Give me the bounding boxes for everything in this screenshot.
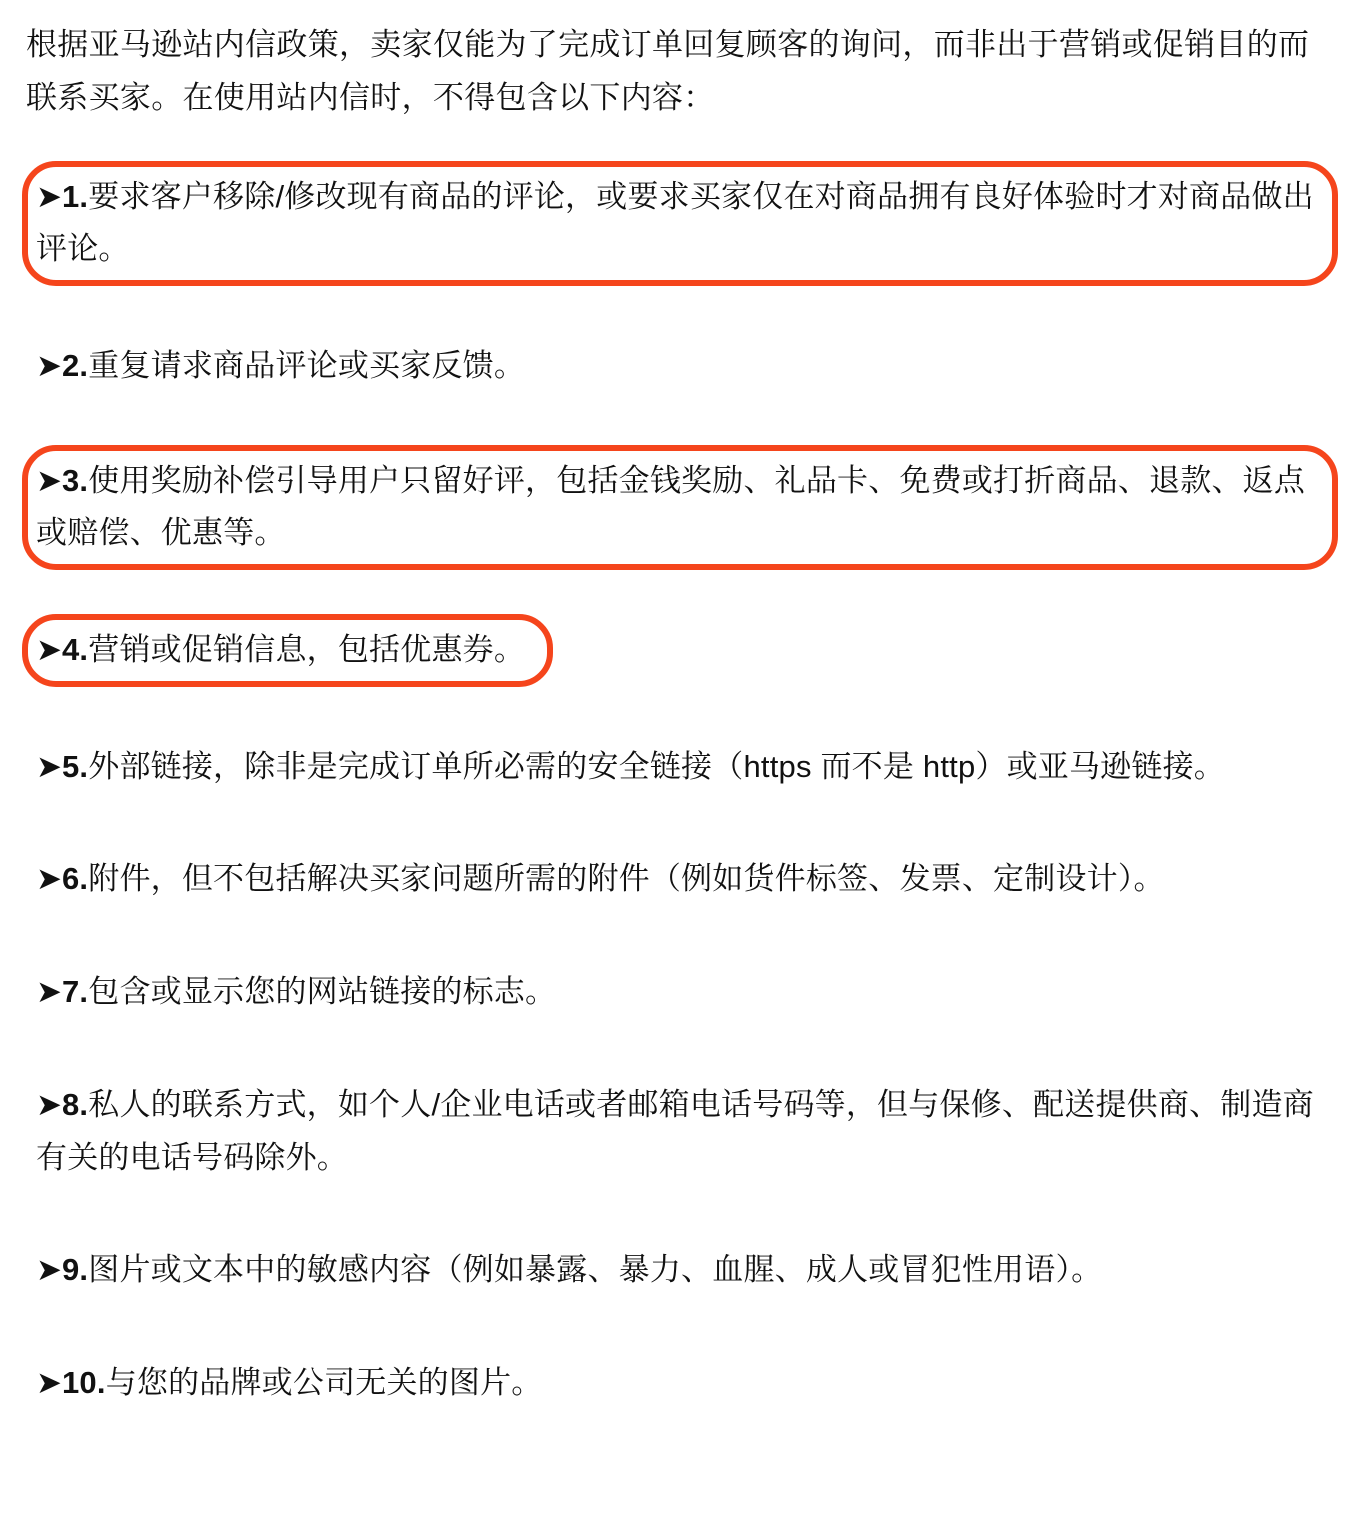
- rule-item-8: [22, 1069, 1338, 1194]
- rule-text-6: 附件，但不包括解决买家问题所需的附件（例如货件标签、发票、定制设计）。: [88, 861, 1165, 897]
- rule-number-5: 5.: [61, 748, 89, 784]
- rule-text-2: 重复请求商品评论或买家反馈。: [88, 348, 526, 383]
- bullet-arrow-icon: ➤: [36, 348, 62, 383]
- bullet-arrow-icon: ➤: [36, 1364, 62, 1400]
- bullet-arrow-icon: ➤: [36, 1252, 62, 1288]
- rule-number-8: 8.: [61, 1086, 89, 1122]
- rule-number-1: 1.: [61, 178, 89, 214]
- rule-number-2: 2.: [61, 348, 89, 383]
- rule-number-10: 10.: [61, 1364, 106, 1400]
- rule-number-3: 3.: [61, 462, 89, 498]
- rule-text-7: 包含或显示您的网站链接的标志。: [88, 974, 557, 1010]
- rule-text-5: 外部链接，除非是完成订单所必需的安全链接（https 而不是 http）或亚马逊链接。: [88, 748, 1225, 784]
- rule-item-5: [22, 731, 1338, 804]
- rule-item-3: [22, 445, 1338, 570]
- bullet-arrow-icon: ➤: [36, 462, 62, 498]
- bullet-arrow-icon: ➤: [36, 1086, 62, 1122]
- rule-item-2: [22, 330, 1338, 403]
- bullet-arrow-icon: ➤: [36, 178, 62, 214]
- rule-item-4: [22, 614, 553, 687]
- rule-text-10: 与您的品牌或公司无关的图片。: [105, 1364, 543, 1400]
- bullet-arrow-icon: ➤: [36, 748, 62, 784]
- rule-item-1: [22, 161, 1338, 286]
- rule-text-3: 使用奖励补偿引导用户只留好评，包括金钱奖励、礼品卡、免费或打折商品、退款、返点或赔偿、优惠等。: [36, 462, 1306, 551]
- rule-text-9: 图片或文本中的敏感内容（例如暴露、暴力、血腥、成人或冒犯性用语）。: [88, 1252, 1103, 1288]
- bullet-arrow-icon: ➤: [36, 974, 62, 1010]
- rules-list: [22, 161, 1338, 1420]
- rule-item-6: [22, 843, 1338, 916]
- bullet-arrow-icon: ➤: [36, 632, 62, 668]
- rule-number-6: 6.: [61, 861, 89, 897]
- rule-item-7: [22, 956, 1338, 1029]
- intro-paragraph: 根据亚马逊站内信政策，卖家仅能为了完成订单回复顾客的询问，而非出于营销或促销目的而联系买家。在使用站内信时，不得包含以下内容：: [26, 27, 1310, 116]
- rule-number-7: 7.: [61, 974, 89, 1010]
- rule-number-4: 4.: [61, 632, 89, 668]
- rule-item-9: [22, 1234, 1338, 1307]
- bullet-arrow-icon: ➤: [36, 861, 62, 897]
- rule-text-1: 要求客户移除/修改现有商品的评论，或要求买家仅在对商品拥有良好体验时才对商品做出评论。: [36, 178, 1314, 267]
- rule-item-10: [22, 1347, 1338, 1420]
- rule-text-4: 营销或促销信息，包括优惠券。: [88, 632, 526, 668]
- rule-text-8: 私人的联系方式，如个人/企业电话或者邮箱电话号码等，但与保修、配送提供商、制造商有关的电话号码除外。: [36, 1086, 1314, 1175]
- rule-number-9: 9.: [61, 1252, 89, 1288]
